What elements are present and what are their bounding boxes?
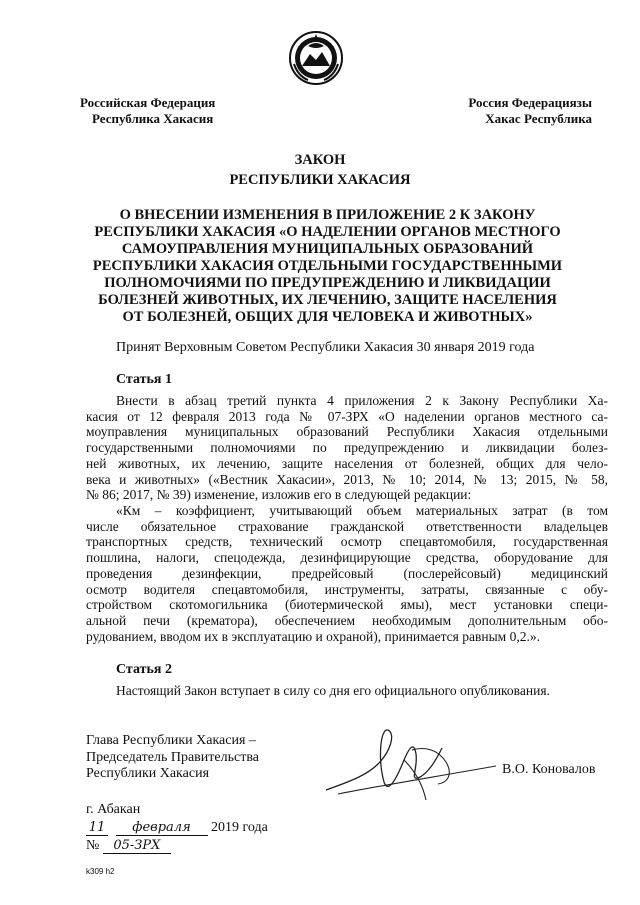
article-2-text: Настоящий Закон вступает в силу со дня его официального опубликования. bbox=[116, 683, 550, 698]
document-code: k309 h2 bbox=[86, 867, 115, 876]
text-line: осмотр водителя спецавтомобиля, инструменты, затраты, связанные с обу- bbox=[86, 581, 608, 597]
subject-line: САМОУПРАВЛЕНИЯ МУНИЦИПАЛЬНЫХ ОБРАЗОВАНИЙ bbox=[121, 241, 534, 257]
signer-name: В.О. Коновалов bbox=[502, 762, 596, 777]
text-line: транспортных средств, технический осмотр спецавтомобиля, государственная bbox=[86, 534, 608, 550]
text-line: века и животных» («Вестник Хакасии», 2013, № 10; 2014, № 13; 2015, № 58, bbox=[86, 471, 608, 487]
date-year: 2019 года bbox=[211, 820, 268, 835]
law-subject-title bbox=[70, 207, 585, 326]
signer-position-line: Председатель Правительства bbox=[86, 749, 259, 765]
header-left-line: Республика Хакасия bbox=[92, 111, 214, 126]
article-1-paragraph-1 bbox=[86, 393, 608, 503]
law-title-republic: РЕСПУБЛИКИ ХАКАСИЯ bbox=[229, 172, 411, 188]
header-left-line: Российская Федерация bbox=[80, 95, 216, 110]
law-number bbox=[86, 838, 171, 854]
text-line: «Км – коэффициент, учитывающий объем материальных затрат (в том bbox=[116, 503, 608, 518]
text-line: проведения дезинфекции, предрейсовый (послерейсовый) медицинский bbox=[86, 565, 608, 581]
number-sign: № bbox=[86, 838, 100, 853]
text-line: Внести в абзац третий пункта 4 приложения 2 к Закону Республики Ха- bbox=[116, 393, 608, 408]
signer-position-line: Республики Хакасия bbox=[86, 766, 210, 781]
signer-position bbox=[86, 733, 259, 783]
text-line: числе обязательное страхование гражданской ответственности владельцев bbox=[86, 518, 608, 534]
article-2-heading: Статья 2 bbox=[116, 662, 172, 677]
text-line: моуправления муниципальных образований Республики Хакасия отдельными bbox=[86, 424, 608, 440]
law-title: ЗАКОН bbox=[294, 152, 346, 168]
header-right-line: Хакас Республика bbox=[485, 111, 592, 126]
subject-line: РЕСПУБЛИКИ ХАКАСИЯ ОТДЕЛЬНЫМИ ГОСУДАРСТВЕННЫМИ bbox=[92, 258, 563, 274]
subject-line: О ВНЕСЕНИИ ИЗМЕНЕНИЯ В ПРИЛОЖЕНИЕ 2 К ЗАКОНУ bbox=[119, 207, 536, 223]
coat-of-arms-emblem bbox=[288, 30, 344, 86]
subject-line: БОЛЕЗНЕЙ ЖИВОТНЫХ, ИХ ЛЕЧЕНИЮ, ЗАЩИТЕ НАСЕЛЕНИЯ bbox=[98, 292, 557, 308]
article-1-heading: Статья 1 bbox=[116, 372, 172, 387]
subject-line: ОТ БОЛЕЗНЕЙ, ОБЩИХ ДЛЯ ЧЕЛОВЕКА И ЖИВОТНЫХ» bbox=[122, 309, 533, 325]
text-line: государственными полномочиями по предупреждению и ликвидации болез- bbox=[86, 440, 608, 456]
text-line: касия от 12 февраля 2013 года № 07-ЗРХ «О наделении органов местного са- bbox=[86, 408, 608, 424]
date-day: 11 bbox=[86, 820, 108, 836]
text-line: альной печи (крематора), обеспечением необходимым дополнительным обо- bbox=[86, 612, 608, 628]
header-left bbox=[80, 95, 215, 127]
signer-position-line: Глава Республики Хакасия – bbox=[86, 733, 256, 748]
handwritten-signature bbox=[318, 720, 508, 810]
date-month: февраля bbox=[116, 820, 208, 836]
text-line: ней животных, их лечению, защите населения от болезней, общих для чело- bbox=[86, 455, 608, 471]
subject-line: ПОЛНОМОЧИЯМИ ПО ПРЕДУПРЕЖДЕНИЮ И ЛИКВИДАЦИИ bbox=[104, 275, 551, 291]
number-value: 05-ЗРХ bbox=[103, 838, 171, 854]
header-right bbox=[468, 95, 592, 127]
article-1-paragraph-2 bbox=[86, 503, 608, 644]
subject-line: РЕСПУБЛИКИ ХАКАСИЯ «О НАДЕЛЕНИИ ОРГАНОВ МЕСТНОГО bbox=[94, 224, 561, 240]
text-line: пошлина, налоги, спецодежда, дезинфицирующие средства, оборудование для bbox=[86, 550, 608, 566]
text-line: стройством скотомогильника (биотермической ямы), мест установки специ- bbox=[86, 597, 608, 613]
text-line: рудованием, вводом их в эксплуатацию и охраной), принимается равным 0,2.». bbox=[86, 628, 540, 644]
signing-date bbox=[86, 820, 268, 836]
place-of-signing: г. Абакан bbox=[86, 802, 141, 817]
adoption-note: Принят Верховным Советом Республики Хакасия 30 января 2019 года bbox=[116, 340, 535, 355]
header-right-line: Россия Федерациязы bbox=[468, 95, 592, 110]
text-line: № 86; 2017, № 39) изменение, изложив его в следующей редакции: bbox=[86, 487, 472, 503]
